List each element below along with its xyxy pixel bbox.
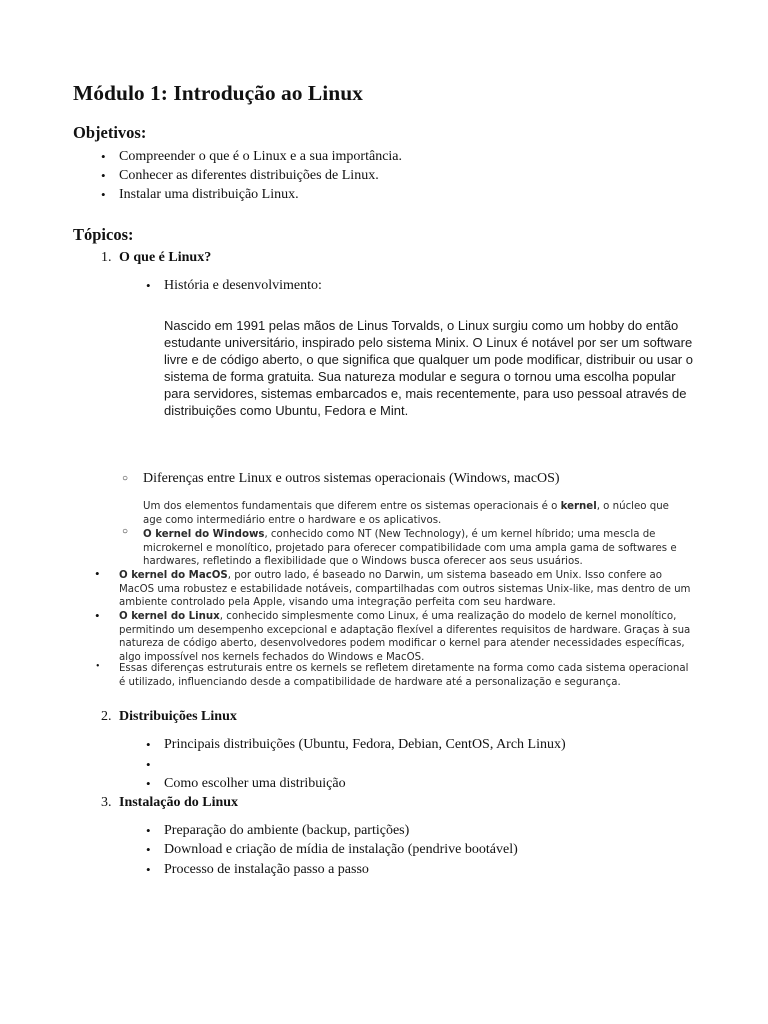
circle-bullet-icon: ○ [122,526,129,537]
list-item: Instalar uma distribuição Linux. [119,187,299,202]
bullet-icon: • [146,776,151,791]
topic-title: O que é Linux? [119,250,212,265]
list-item: Download e criação de mídia de instalação (pendrive bootável) [164,842,518,857]
list-item: Preparação do ambiente (backup, partições) [164,823,410,838]
list-item: Como escolher uma distribuição [164,776,346,791]
topics-heading: Tópicos: [73,225,134,244]
bullet-icon: • [146,842,151,857]
linux-kernel-paragraph: O kernel do Linux, conhecido simplesmente como Linux, é uma realização do modelo de kernel monolítico, permitindo um desempenho excepcional e adaptação flexível a diferentes requisitos de hardware. Graças à sua natureza de código aberto, desenvolvedores podem modificar o kernel para atender necessidades específicas, algo impossível nos kernels fechados do Windows e MacOS. [119,611,691,663]
kernel-summary-paragraph: Essas diferenças estruturais entre os kernels se refletem diretamente na forma como cada sistema operacional é utilizado, influenciando desde a compatibilidade de hardware até a personalização e segurança. [119,663,689,688]
list-item: Principais distribuições (Ubuntu, Fedora, Debian, CentOS, Arch Linux) [164,737,566,752]
subtopic-label: História e desenvolvimento: [164,278,322,293]
page-title: Módulo 1: Introdução ao Linux [73,81,363,105]
bullet-icon: • [146,737,151,752]
bullet-icon: • [101,149,106,164]
bullet-icon: • [96,661,100,672]
macos-kernel-paragraph: O kernel do MacOS, por outro lado, é baseado no Darwin, um sistema baseado em Unix. Isso confere ao MacOS uma robustez e estabilidade notáveis, compartilhadas com outros sistemas Unix-like, mas dentro de um ambiente controlado pela Apple, visando uma integração perfeita com seu hardware. [119,570,691,609]
topic-title: Instalação do Linux [119,795,239,810]
list-item: Compreender o que é o Linux e a sua importância. [119,149,403,164]
list-item: Processo de instalação passo a passo [164,862,369,877]
bullet-icon: • [146,278,151,293]
kernel-intro-paragraph: Um dos elementos fundamentais que diferem entre os sistemas operacionais é o kernel, o núcleo que age como intermediário entre o hardware e os aplicativos. [143,501,669,526]
bullet-icon: • [101,187,106,202]
subtopic-label: Diferenças entre Linux e outros sistemas operacionais (Windows, macOS) [143,471,560,486]
history-paragraph: Nascido em 1991 pelas mãos de Linus Torvalds, o Linux surgiu como um hobby do então estudante universitário, inspirado pelo sistema Minix. O Linux é notável por ser um software livre e de código aberto, o que significa que qualquer um pode modificar, distribuir ou usar o sistema de forma gratuita. Sua natureza modular e segura o tornou uma escolha popular para servidores, sistemas embarcados e, mais recentemente, para uso pessoal através de distribuições como Ubuntu, Fedora e Mint. [164,318,693,418]
circle-bullet-icon: ○ [122,473,129,484]
bullet-icon: • [101,168,106,183]
bullet-icon: • [95,608,100,623]
bullet-icon: • [95,566,100,581]
bullet-icon: • [146,823,151,838]
list-item: Conhecer as diferentes distribuições de Linux. [119,168,379,183]
topic-title: Distribuições Linux [119,709,237,724]
objectives-heading: Objetivos: [73,123,147,142]
topic-number: 1. [101,250,112,265]
bullet-icon: • [146,862,151,877]
topic-number: 3. [101,795,112,810]
topic-number: 2. [101,709,112,724]
bullet-icon: • [146,757,151,772]
windows-kernel-paragraph: O kernel do Windows, conhecido como NT (New Technology), é um kernel híbrido; uma mescla de microkernel e monolítico, projetado para oferecer compatibilidade com uma ampla gama de softwares e hardwares, refletindo a flexibilidade que o Windows busca oferecer aos seus usuários. [143,529,677,568]
